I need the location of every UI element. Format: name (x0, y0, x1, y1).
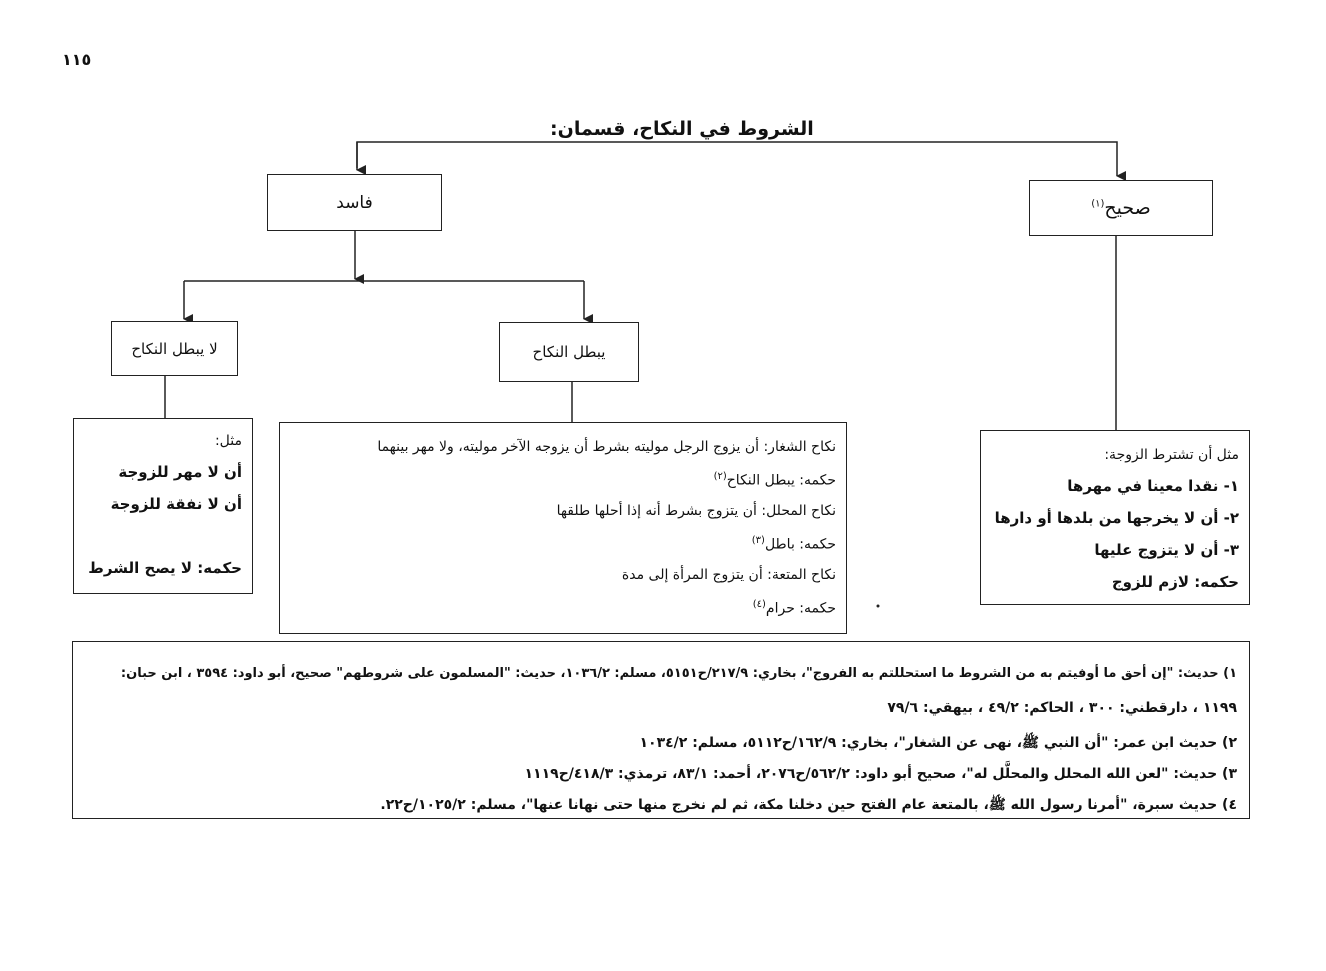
footnote-2: ٢) حديث ابن عمر: "أن النبي ﷺ، نهى عن الشغار"، بخاري: ١٦٢/٩/ح٥١١٢، مسلم: ١٠٣٤/٢ (639, 735, 1237, 751)
footnotes-box (72, 641, 1250, 819)
diagram-title: الشروط في النكاح، قسمان: (550, 118, 814, 140)
not-voids-line-1: مثل: (214, 433, 242, 449)
voids-details-box (279, 422, 847, 634)
valid-line-3: ٢- أن لا يخرجها من بلدها أو دارها (994, 509, 1239, 527)
title-split-line (357, 142, 1117, 176)
footnote-1: ١) حديث: "إن أحق ما أوفيتم به من الشروط ما استحللتم به الفروج"، بخاري: ٢١٧/٩/ح٥١٥١، مسلم: ١٠٣٦/٢، حديث: "المسلمون على شروطهم" صحيح، أبو داود: ٣٥٩٤ ، ابن حبان: (120, 666, 1237, 681)
shighar-ruling: حكمه: يبطل النكاح$^{(٢)}$ (713, 471, 836, 489)
footnote-3: ٣) حديث: "لعن الله المحلل والمحلَّل له"، صحيح أبو داود: ٥٦٢/٢/ح٢٠٧٦، أحمد: ٨٣/١، ترمذي: ٤١٨/٣/ح١١١٩ (524, 766, 1237, 782)
page-number: ١١٥ (62, 50, 92, 69)
valid-box (1029, 180, 1213, 236)
voids-box (499, 322, 639, 382)
muhallil-ruling: حكمه: باطل$^{(٣)}$ (751, 535, 836, 553)
not-voids-line-3: أن لا نفقة للزوجة (110, 495, 242, 513)
shighar-definition: نكاح الشغار: أن يزوج الرجل موليته بشرط أن يزوجه الآخر موليته، ولا مهر بينهما (377, 439, 836, 455)
not-voids-label: لا يبطل النكاح (131, 339, 218, 358)
valid-line-5: حكمه: لازم للزوج (1111, 573, 1239, 591)
not-voids-line-2: أن لا مهر للزوجة (118, 463, 242, 481)
mutah-definition: نكاح المتعة: أن يتزوج المرأة إلى مدة (621, 567, 836, 583)
valid-line-1: مثل أن تشترط الزوجة: (1104, 447, 1239, 463)
not-voids-details-box (73, 418, 253, 594)
valid-label: صحيح$^{(١)}$ (1091, 197, 1151, 219)
mutah-ruling: حكمه: حرام$^{(٤)}$ (752, 599, 836, 617)
not-voids-box (111, 321, 238, 376)
not-voids-line-4: حكمه: لا يصح الشرط (88, 559, 242, 577)
footnote-1-continued: ١١٩٩ ، دارقطني: ٣٠٠ ، الحاكم: ٤٩/٢ ، بيهقي: ٧٩/٦ (887, 700, 1237, 716)
valid-line-4: ٣- أن لا يتزوج عليها (1094, 541, 1239, 559)
invalid-label: فاسد (336, 192, 373, 213)
invalid-box (267, 174, 442, 231)
muhallil-definition: نكاح المحلل: أن يتزوج بشرط أنه إذا أحلها طلقها (556, 503, 836, 519)
footnote-4: ٤) حديث سبرة، "أمرنا رسول الله ﷺ، بالمتعة عام الفتح حين دخلنا مكة، ثم لم نخرج منها حتى نهانا عنها"، مسلم: ١٠٢٥/٢/ح٢٢. (380, 797, 1237, 813)
valid-line-2: ١- نقدا معينا في مهرها (1067, 477, 1239, 495)
valid-details-box (980, 430, 1250, 605)
voids-label: يبطل النكاح (532, 343, 606, 361)
